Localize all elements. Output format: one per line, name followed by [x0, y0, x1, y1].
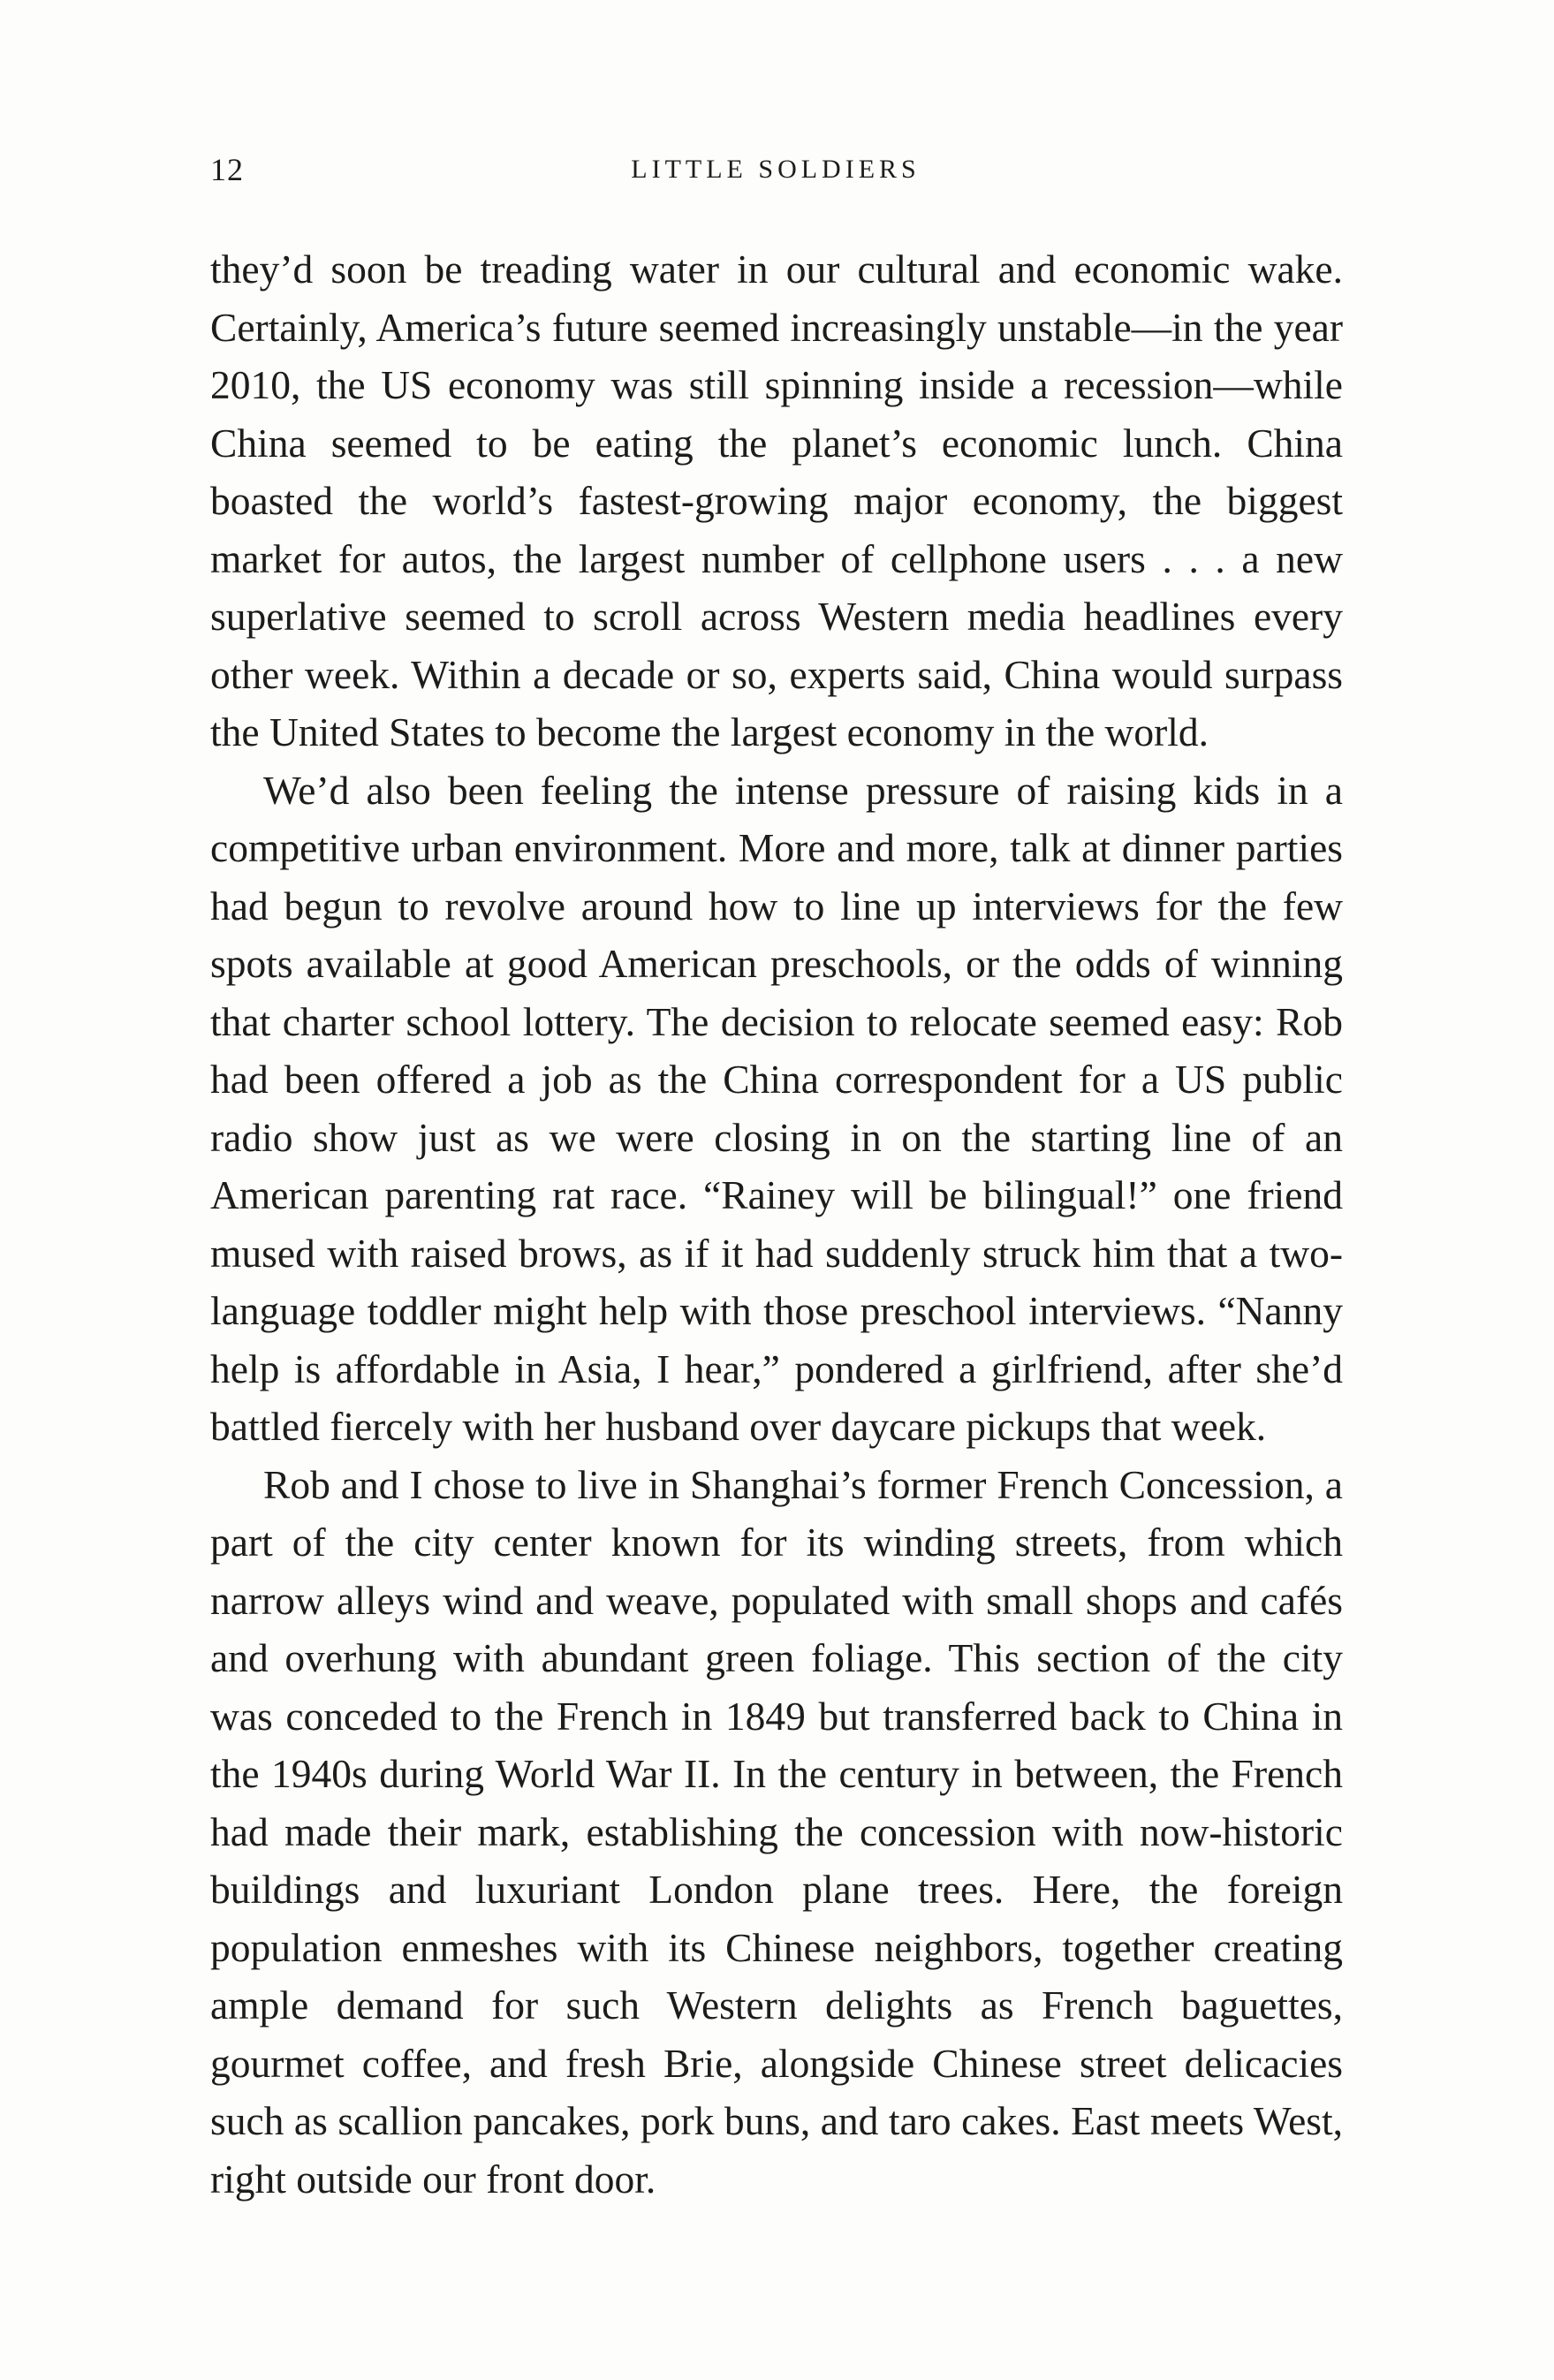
paragraph-french-concession: Rob and I chose to live in Shanghai’s former French Concession, a part of the city center known for its winding streets, from which narrow alleys wind and weave, populated with small shops and cafés and overhung with abundant green foliage. This section of the city was conceded to the French in 1849 but transferred back to China in the 1940s during World War II. In the century in between, the French had made their mark, establishing the concession with now-historic buildings and luxuriant London plane trees. Here, the foreign population enmeshes with its Chinese neighbors, together creating ample demand for such Western delights as French baguettes, gourmet coffee, and fresh Brie, alongside Chinese street delicacies such as scallion pancakes, pork buns, and taro cakes. East meets West, right outside our front door. [210, 1461, 1343, 2202]
running-head [210, 152, 1341, 187]
body-text [210, 240, 1343, 2208]
page-number: 12 [210, 152, 244, 187]
paragraph-continued: they’d soon be treading water in our cultural and economic wake. Certainly, America’s future seemed increasingly unstable—in the year 2010, the US economy was still spinning inside a recession—while China seemed to be eating the planet’s economic lunch. China boasted the world’s fastest-growing major economy, the biggest market for autos, the largest number of cellphone users . . . a new superlative seemed to scroll across Western media headlines every other week. Within a decade or so, experts said, China would surpass the United States to become the largest economy in the world. [210, 246, 1343, 754]
running-title: LITTLE SOLDIERS [631, 155, 921, 184]
paragraph-preschool-pressure: We’d also been feeling the intense pressure of raising kids in a competitive urban environment. More and more, talk at dinner parties had begun to revolve around how to line up interviews for the few spots available at good American preschools, or the odds of winning that charter school lottery. The decision to relocate seemed easy: Rob had been offered a job as the China correspondent for a US public radio show just as we were closing in on the starting line of an American parenting rat race. “Rainey will be bilingual!” one friend mused with raised brows, as if it had suddenly struck him that a two-language toddler might help with those preschool interviews. “Nanny help is affordable in Asia, I hear,” pondered a girlfriend, after she’d battled fiercely with her husband over daycare pickups that week. [210, 767, 1343, 1449]
